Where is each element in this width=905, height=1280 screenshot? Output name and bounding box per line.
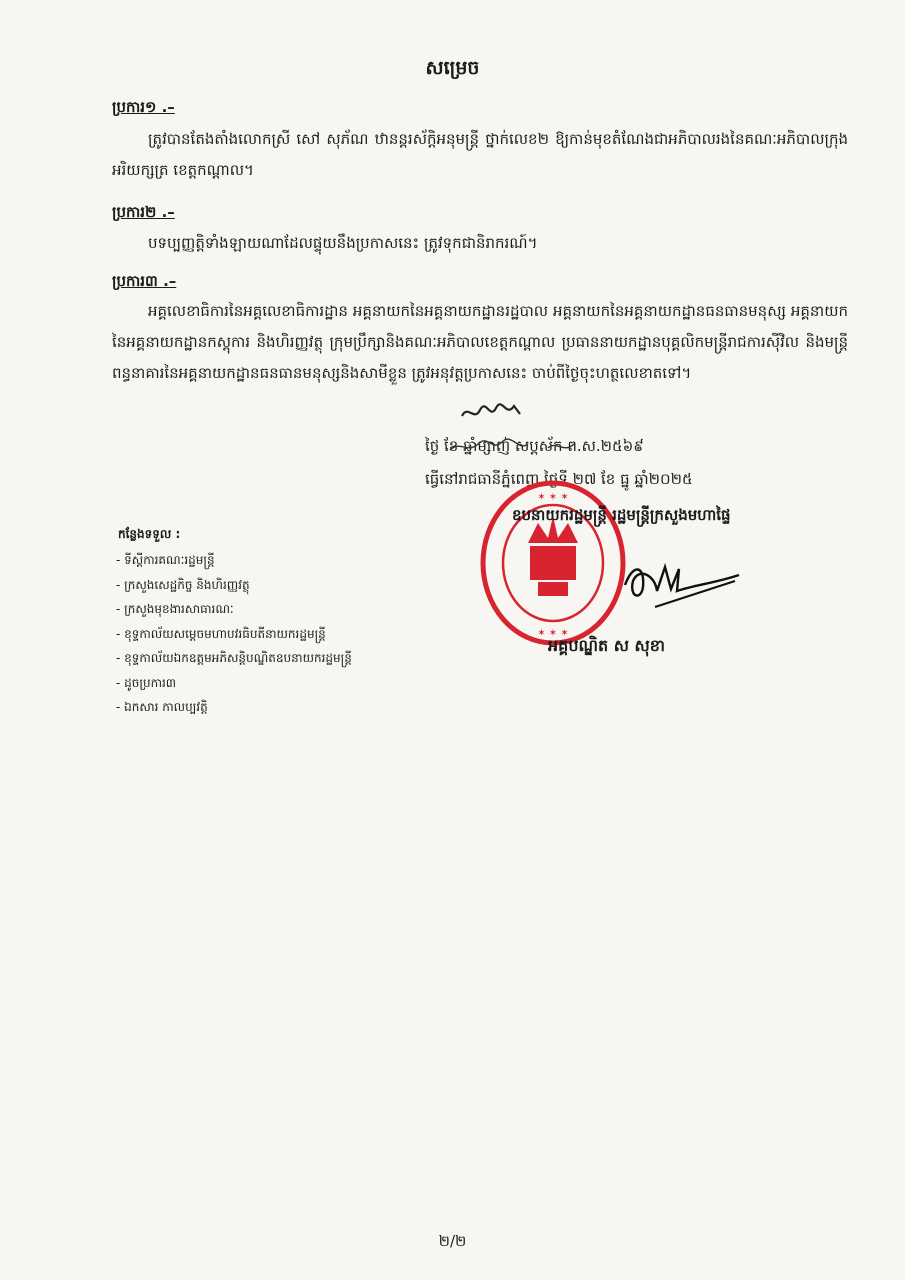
article-3-text: អគ្គលេខាធិការនៃអគ្គលេខាធិការដ្ឋាន អគ្គនាយកនៃអគ្គនាយកដ្ឋានរដ្ឋបាល អគ្គនាយកនៃអគ្គនាយកដ្ឋានធនធានមនុស្ស អគ្គនាយកនៃអគ្គនាយកដ្ឋានកស្តុការ និងហិរញ្ញវត្ថុ ក្រុមប្រឹក្សានិងគណៈអភិបាលខេត្តកណ្ដាល ប្រធាននាយកដ្ឋានបុគ្គលិកមន្ត្រីរាជការស៊ីវិល និងមន្ត្រីពន្ធនាគារនៃអគ្គនាយកដ្ឋានធនធានមនុស្សនិងសាមីខ្លួន ត្រូវអនុវត្តប្រកាសនេះ ចាប់ពីថ្ងៃចុះហត្ថលេខាតទៅ។ [112, 302, 848, 382]
page-number: ២/២ [438, 1232, 467, 1250]
article-3-heading: ប្រការ៣ .– [112, 272, 177, 290]
solar-date: ធ្វើនៅរាជធានីភ្នំពេញ ថ្ងៃទី ២៧ ខែ ធ្នូ ឆ្នាំ២០២៥ [425, 470, 693, 488]
official-seal-icon [478, 478, 628, 648]
signature-icon [615, 545, 745, 625]
recipient-item: - ក្រសួងសេដ្ឋកិច្ច និងហិរញ្ញវត្ថុ [116, 577, 250, 592]
article-1-heading: ប្រការ១ .– [112, 98, 175, 116]
lunar-date: ថ្ងៃ ខែ ឆ្នាំម្សាញ់ សប្តស័ក ព.ស.២៥៦៩ [425, 437, 644, 455]
recipients-title: កន្លែងទទួល : [118, 527, 181, 541]
recipient-item: - ឯកសារ កាលប្បវត្តិ [116, 700, 208, 714]
recipient-item: - ខុទ្ទកាល័យឯកឧត្តមអភិសន្តិបណ្ឌិតឧបនាយករដ្ឋមន្ត្រី [116, 651, 352, 665]
handwritten-initials [458, 400, 528, 424]
article-1-text: ត្រូវបានតែងតាំងលោកស្រី សៅ សុភ័ណ ឋានន្តរស័ក្តិអនុមន្ត្រី ថ្នាក់លេខ២ ឱ្យកាន់មុខតំណែងជាអភិបាលរងនៃគណៈអភិបាលក្រុងអរិយក្សត្រ ខេត្តកណ្ដាល។ [112, 130, 848, 179]
recipient-item: - ក្រសួងមុខងារសាធារណៈ [116, 602, 234, 616]
handwritten-lunar-day [448, 436, 578, 458]
decision-title: សម្រេច [425, 57, 480, 79]
recipient-item: - ទីស្តីការគណៈរដ្ឋមន្ត្រី [116, 553, 215, 567]
svg-text:✶ ✶ ✶: ✶ ✶ ✶ [537, 628, 569, 639]
recipients-list [116, 548, 352, 720]
article-2-heading: ប្រការ២ .– [112, 203, 175, 221]
article-2-text: បទប្បញ្ញត្តិទាំងឡាយណាដែលផ្ទុយនឹងប្រកាសនេះ ត្រូវទុកជានិរាករណ៍។ [148, 234, 538, 252]
signatory-name: អគ្គបណ្ឌិត ស សុខា [548, 636, 665, 655]
signatory-title: ឧបនាយករដ្ឋមន្ត្រី រដ្ឋមន្ត្រីក្រសួងមហាផ្ទៃ [512, 506, 731, 524]
recipient-item: - ខុទ្ទកាល័យសម្តេចមហាបវរធិបតីនាយករដ្ឋមន្ត្រី [116, 626, 326, 641]
svg-text:✶ ✶ ✶: ✶ ✶ ✶ [537, 492, 569, 503]
recipient-item: - ដូចប្រការ៣ [116, 675, 177, 690]
